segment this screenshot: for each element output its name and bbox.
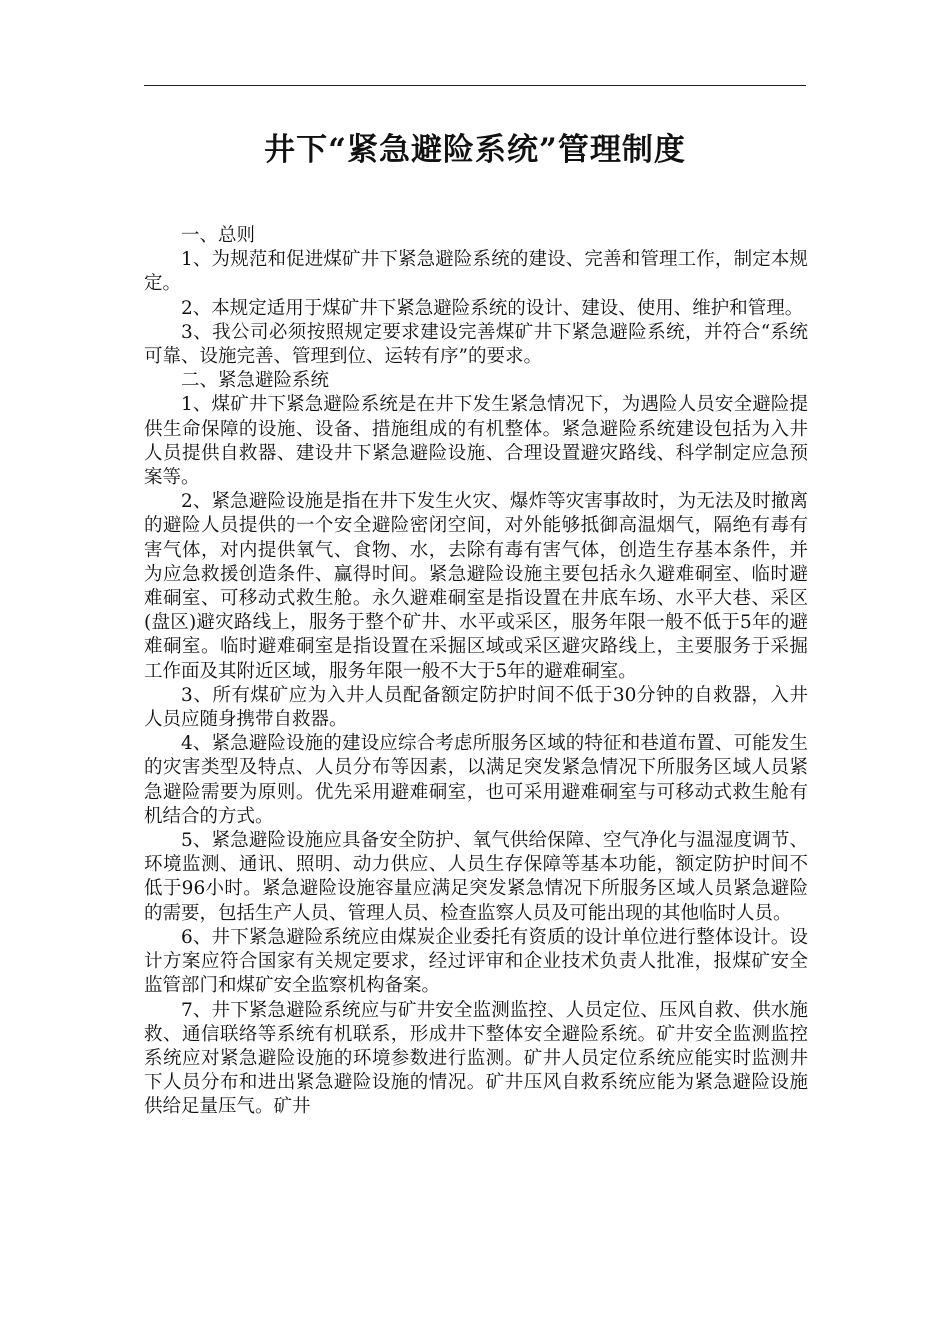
paragraph: 4、紧急避险设施的建设应综合考虑所服务区域的特征和巷道布置、可能发生的灾害类型及特点、人员分布等因素，以满足突发紧急情况下所服务区域人员紧急避险需要为原则。优先采用避难硐室，也可采用避难硐室与可移动式救生舱有机结合的方式。 [144,733,808,827]
paragraph: 3、所有煤矿应为入井人员配备额定防护时间不低于30分钟的自救器，入井人员应随身携带自救器。 [144,684,808,731]
paragraph: 5、紧急避险设施应具备安全防护、氧气供给保障、空气净化与温湿度调节、环境监测、通讯、照明、动力供应、人员生存保障等基本功能，额定防护时间不低于96小时。紧急避险设施容量应满足突发紧急情况下所服务区域人员紧急避险的需要，包括生产人员、管理人员、检查监察人员及可能出现的其他临时人员。 [144,830,808,924]
section-heading-general: 一、总则 [181,225,256,246]
paragraph: 2、紧急避险设施是指在井下发生火灾、爆炸等灾害事故时，为无法及时撤离的避险人员提供的一个安全避险密闭空间，对外能够抵御高温烟气，隔绝有毒有害气体，对内提供氧气、食物、水，去除有毒有害气体，创造生存基本条件，并为应急救援创造条件、赢得时间。紧急避险设施主要包括永久避难硐室、临时避难硐室、可移动式救生舱。永久避难硐室是指设置在井底车场、水平大巷、采区(盘区)避灾路线上，服务于整个矿井、水平或采区，服务年限一般不低于5年的避难硐室。临时避难硐室是指设置在采掘区域或采区避灾路线上，主要服务于采掘工作面及其附近区域，服务年限一般不大于5年的避难硐室。 [144,491,808,682]
section-heading-system: 二、紧急避险系统 [181,370,330,392]
paragraph: 3、我公司必须按照规定要求建设完善煤矿井下紧急避险系统，并符合“系统可靠、设施完善、管理到位、运转有序”的要求。 [144,321,808,368]
paragraph: 1、为规范和促进煤矿井下紧急避险系统的建设、完善和管理工作，制定本规定。 [144,249,808,295]
paragraph: 2、本规定适用于煤矿井下紧急避险系统的设计、建设、使用、维护和管理。 [181,297,804,319]
paragraph: 6、井下紧急避险系统应由煤炭企业委托有资质的设计单位进行整体设计。设计方案应符合国家有关规定要求，经过评审和企业技术负责人批准，报煤矿安全监管部门和煤矿安全监察机构备案。 [144,926,808,997]
paragraph: 7、井下紧急避险系统应与矿井安全监测监控、人员定位、压风自救、供水施救、通信联络等系统有机联系，形成井下整体安全避险系统。矿井安全监测监控系统应对紧急避险设施的环境参数进行监测。矿井人员定位系统应能实时监测井下人员分布和进出紧急避险设施的情况。矿井压风自救系统应能为紧急避险设施供给足量压气。矿井 [144,999,808,1118]
document-body [144,224,808,1120]
paragraph: 1、煤矿井下紧急避险系统是在井下发生紧急情况下，为遇险人员安全避险提供生命保障的设施、设备、措施组成的有机整体。紧急避险系统建设包括为入井人员提供自救器、建设井下紧急避险设施、合理设置避灾路线、科学制定应急预案等。 [144,394,808,489]
header-rule [144,85,806,86]
document-title: 井下“紧急避险系统”管理制度 [264,132,686,168]
